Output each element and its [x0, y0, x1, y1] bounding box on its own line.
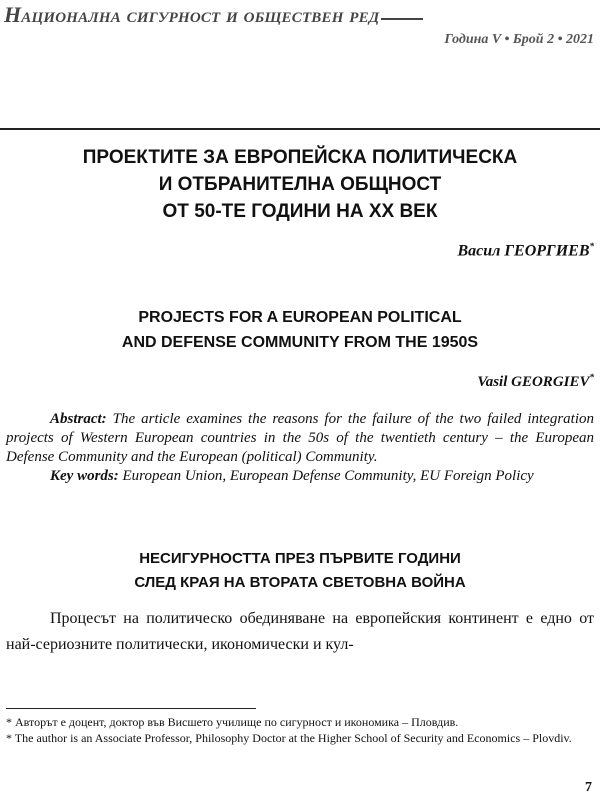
author-bg: [458, 241, 595, 260]
author-en-name: Vasil GEORGIEV: [477, 374, 590, 390]
page-number: 7: [585, 780, 592, 795]
journal-title-text: Национална сигурност и обществен ред: [4, 2, 380, 27]
section-heading-line: СЛЕД КРАЯ НА ВТОРАТА СВЕТОВНА ВОЙНА: [134, 574, 466, 591]
article-title-en: [0, 305, 600, 355]
article-title-bg: [0, 144, 600, 225]
author-bg-name: Васил ГЕОРГИЕВ: [457, 242, 590, 260]
abstract-paragraph: [6, 410, 594, 467]
section-heading-line: НЕСИГУРНОСТТА ПРЕЗ ПЪРВИТЕ ГОДИНИ: [139, 550, 461, 567]
header-divider: [0, 128, 600, 130]
section-heading: [0, 547, 600, 595]
title-bg-line: ОТ 50-ТЕ ГОДИНИ НА XX ВЕК: [162, 201, 438, 222]
journal-title-rule: [381, 18, 423, 20]
keywords-label: Key words:: [50, 468, 119, 484]
footnote-bg: * Авторът е доцент, доктор във Висшето училище по сигурност и икономика – Пловдив.: [6, 715, 459, 729]
keywords-paragraph: [6, 467, 594, 486]
abstract-text: The article examines the reasons for the failure of the two failed integration projects of Western European countries in the 50s of the twentieth century – the European Defense Community and the European (political) Community.: [6, 411, 594, 465]
footnote-en: * The author is an Associate Professor, Philosophy Doctor at the Higher School of Security and Economics – Plovdiv.: [6, 731, 572, 745]
author-en-footnote-mark: *: [589, 372, 594, 382]
title-bg-line: ПРОЕКТИТЕ ЗА ЕВРОПЕЙСКА ПОЛИТИЧЕСКА: [82, 147, 518, 168]
title-en-line: PROJECTS FOR A EUROPEAN POLITICAL: [138, 309, 462, 326]
author-en: [477, 372, 594, 391]
footnotes: [6, 714, 594, 746]
footnote-divider: [6, 708, 256, 709]
keywords-text: European Union, European Defense Community, EU Foreign Policy: [118, 468, 534, 484]
journal-issue: Година V • Брой 2 • 2021: [444, 32, 594, 47]
abstract-label: Abstract:: [50, 411, 107, 427]
title-bg-line: И ОТБРАНИТЕЛНА ОБЩНОСТ: [158, 174, 442, 195]
title-en-line: AND DEFENSE COMMUNITY FROM THE 1950S: [121, 334, 479, 351]
journal-title: [4, 2, 596, 28]
author-bg-footnote-mark: *: [589, 241, 594, 251]
body-paragraph: Процесът на политическо обединяване на европейския континент е едно от най-сериозните политически, икономически и кул-: [6, 610, 594, 653]
abstract-block: [6, 410, 594, 486]
body-text: [6, 606, 594, 658]
